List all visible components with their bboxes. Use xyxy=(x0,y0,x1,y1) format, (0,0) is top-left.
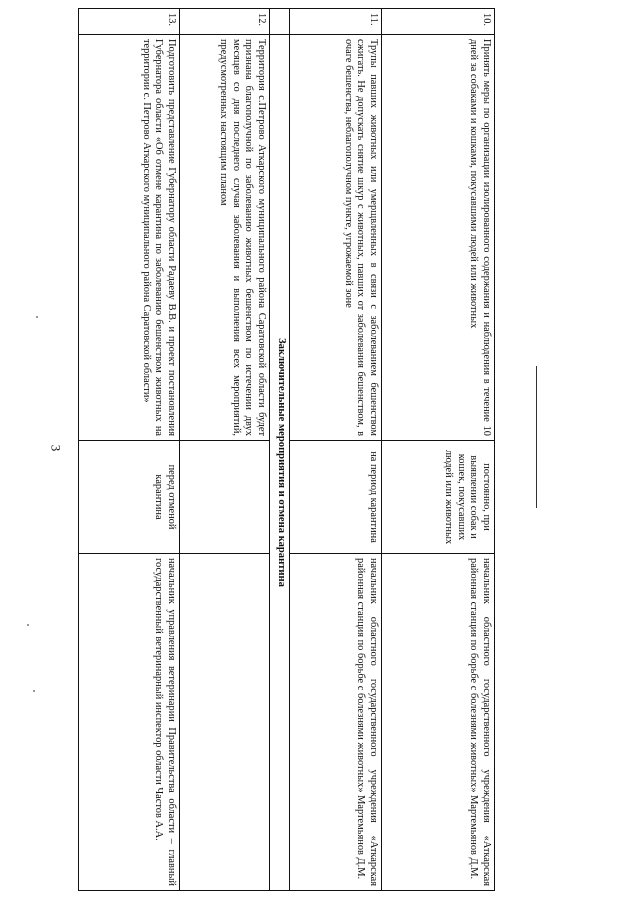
responsible-cell xyxy=(180,554,270,891)
page-number: 3 xyxy=(48,444,64,452)
rotated-table-container xyxy=(79,8,495,890)
plan-table xyxy=(78,8,495,891)
table-row xyxy=(180,9,270,891)
term-cell xyxy=(180,441,270,554)
responsible-cell: начальник областного государственного учреждения «Аткарская районная станция по борьбе с болезнями животных» Мартемьянов Д.М. xyxy=(382,554,495,891)
task-cell: Принять меры по организации изолированного содержания и наблюдения в течение 10 дней за собаками и кошками, покусавшими людей или животных xyxy=(382,35,495,441)
section-title: Заключительные мероприятия и отмена карантина xyxy=(270,35,290,891)
table-row xyxy=(382,9,495,891)
task-cell: Подготовить представление Губернатору области Радаеву В.В. и проект постановления Губернатора области «Об отмене карантина по заболеванию бешенством животных на территории с. Петрово Аткарского муниципального района Саратовской области» xyxy=(79,35,180,441)
scan-speck xyxy=(36,316,38,318)
task-cell: Территория с.Петрово Аткарского муниципального района Саратовской области будет признана благополучной по заболеванию животных бешенством по истечении двух месяцев со дня последнего случая заболевания и выполнения всех мероприятий, предусмотренных настоящим планом xyxy=(180,35,270,441)
section-row xyxy=(270,9,290,891)
row-number: 11. xyxy=(290,9,382,35)
responsible-cell: начальник управления ветеринарии Правительства области – главный государственный ветеринарный инспектор области Частов А.А. xyxy=(79,554,180,891)
task-cell: Трупы павших животных или умерщвленных в связи с заболеванием бешенством сжигать. Не допускать снятие шкур с животных, павших от заболевания бешенством, в очаге бешенства, неблагополучном пункте, угрожаемой зоне xyxy=(290,35,382,441)
responsible-cell: начальник областного государственного учреждения «Аткарская районная станция по борьбе с болезнями животных» Мартемьянов Д.М. xyxy=(290,554,382,891)
scan-speck xyxy=(27,624,29,626)
term-cell: на период карантина xyxy=(290,441,382,554)
row-number: 13. xyxy=(79,9,180,35)
term-cell: перед отменой карантина xyxy=(79,441,180,554)
row-number: 12. xyxy=(180,9,270,35)
table-row xyxy=(79,9,180,891)
row-number: 10. xyxy=(382,9,495,35)
scan-speck xyxy=(33,690,35,692)
scan-artifact-line xyxy=(536,366,537,508)
term-cell: постоянно, при выявлении собак и кошек, покусавших людей или животных xyxy=(382,441,495,554)
table-row xyxy=(290,9,382,891)
